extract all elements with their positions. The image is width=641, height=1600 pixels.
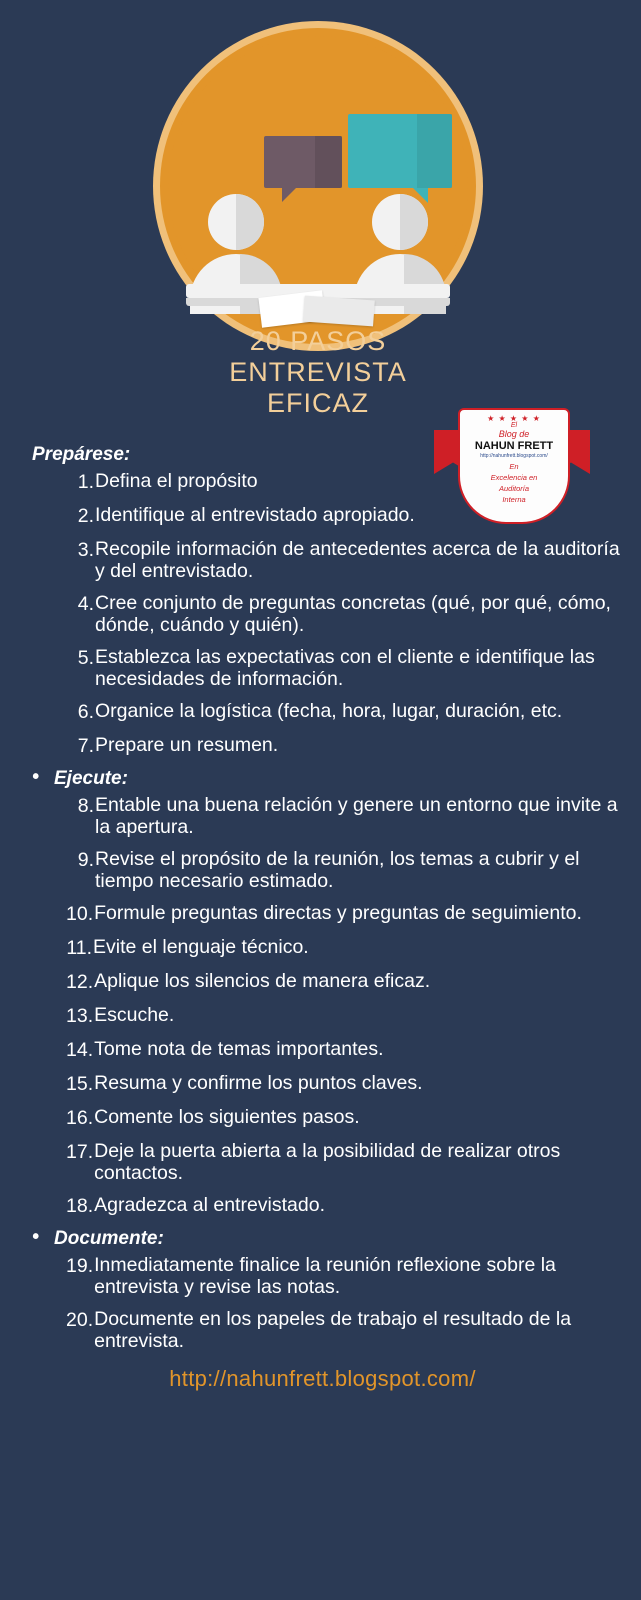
step-text: Resuma y confirme los puntos claves. xyxy=(94,1072,423,1094)
step-number: 7. xyxy=(77,735,94,757)
step-item xyxy=(22,700,623,724)
seal-author-name: NAHUN FRETT xyxy=(474,440,554,452)
step-text: Inmediatamente finalice la reunión reflexione sobre la entrevista y revise las notas. xyxy=(94,1254,556,1298)
step-item xyxy=(22,504,623,528)
step-number: 18. xyxy=(66,1195,94,1217)
seal-url: http://nahunfrett.blogspot.com/ xyxy=(480,453,548,459)
step-item xyxy=(22,1140,623,1184)
seal-stars-icon: ★ ★ ★ ★ ★ xyxy=(487,414,541,423)
step-text: Deje la puerta abierta a la posibilidad de realizar otros contactos. xyxy=(94,1140,561,1184)
badge-inner xyxy=(168,36,468,418)
step-number: 11. xyxy=(66,937,92,959)
step-text: Entable una buena relación y genere un entorno que invite a la apertura. xyxy=(95,794,618,838)
step-item xyxy=(22,592,623,636)
seal-blog-text: Blog de xyxy=(498,429,530,439)
step-text: Agradezca al entrevistado. xyxy=(94,1194,325,1216)
section-heading-ejecute: • Ejecute: xyxy=(54,768,623,790)
step-text: Evite el lenguaje técnico. xyxy=(93,936,309,958)
speech-bubble-icon-left xyxy=(264,136,342,188)
step-item xyxy=(22,794,623,838)
badge-title-line-2: ENTREVISTA xyxy=(229,357,407,387)
step-number: 15. xyxy=(66,1073,94,1095)
step-item xyxy=(22,902,623,926)
step-text: Escuche. xyxy=(94,1004,175,1026)
step-number: 9. xyxy=(77,849,94,871)
step-text: Defina el propósito xyxy=(95,470,258,492)
step-number: 1. xyxy=(77,471,94,493)
section-heading-preparese: Prepárese: xyxy=(32,444,131,465)
step-item xyxy=(22,936,623,960)
seal-el-text: El xyxy=(510,422,518,429)
speech-bubble-icon-right xyxy=(348,114,452,188)
step-item xyxy=(22,1038,623,1062)
step-item xyxy=(22,538,623,582)
step-item xyxy=(22,646,623,690)
badge-circle xyxy=(160,28,476,418)
step-item xyxy=(22,1004,623,1028)
step-number: 13. xyxy=(66,1005,94,1027)
step-item xyxy=(22,470,623,494)
step-text: Formule preguntas directas y preguntas de seguimiento. xyxy=(94,902,582,924)
step-text: Comente los siguientes pasos. xyxy=(94,1106,360,1128)
step-number: 5. xyxy=(77,647,94,669)
step-text: Organice la logística (fecha, hora, lugar, duración, etc. xyxy=(95,700,563,722)
step-text: Aplique los silencios de manera eficaz. xyxy=(94,970,431,992)
section-heading-documente: • Documente: xyxy=(54,1228,623,1250)
step-number: 8. xyxy=(77,795,94,817)
badge-title xyxy=(168,326,468,419)
seal-sub-line-3: Auditoría xyxy=(498,484,530,493)
step-number: 2. xyxy=(77,505,94,527)
step-item xyxy=(22,1072,623,1096)
step-number: 20. xyxy=(66,1309,94,1331)
paper-icon-2 xyxy=(303,296,375,327)
seal-sub-line-4: Interna xyxy=(502,495,526,504)
step-number: 4. xyxy=(77,593,94,615)
step-item xyxy=(22,1308,623,1352)
step-item xyxy=(22,734,623,758)
seal-sub-line-1: En xyxy=(509,462,519,471)
step-text: Cree conjunto de preguntas concretas (qué, por qué, cómo, dónde, cuándo y quién). xyxy=(95,592,611,636)
step-number: 19. xyxy=(66,1255,94,1277)
step-number: 3. xyxy=(77,539,94,561)
bubble-shade xyxy=(417,114,452,188)
step-number: 12. xyxy=(66,971,94,993)
step-number: 10. xyxy=(66,903,94,925)
head-shade xyxy=(236,194,264,250)
step-number: 17. xyxy=(66,1141,94,1163)
step-number: 6. xyxy=(77,701,94,723)
step-text: Prepare un resumen. xyxy=(95,734,279,756)
step-text: Tome nota de temas importantes. xyxy=(94,1038,384,1060)
person-head-icon-right xyxy=(372,194,428,250)
steps-content xyxy=(0,444,641,1392)
step-text: Documente en los papeles de trabajo el resultado de la entrevista. xyxy=(94,1308,572,1352)
step-item xyxy=(22,1254,623,1298)
step-number: 16. xyxy=(66,1107,94,1129)
footer-blog-url[interactable]: http://nahunfrett.blogspot.com/ xyxy=(169,1366,476,1391)
bubble-shade xyxy=(315,136,342,188)
seal-sub-line-2: Excelencia en xyxy=(490,473,538,482)
step-item xyxy=(22,848,623,892)
badge-title-line-1: 20 PASOS xyxy=(249,326,387,356)
step-text: Recopile información de antecedentes acerca de la auditoría y del entrevistado. xyxy=(95,538,620,582)
step-item xyxy=(22,1194,623,1218)
badge-title-line-3: EFICAZ xyxy=(266,388,369,418)
person-head-icon-left xyxy=(208,194,264,250)
step-text: Revise el propósito de la reunión, los temas a cubrir y el tiempo necesario estimado. xyxy=(95,848,580,892)
step-item xyxy=(22,970,623,994)
step-item xyxy=(22,1106,623,1130)
step-text: Establezca las expectativas con el cliente e identifique las necesidades de información. xyxy=(95,646,595,690)
step-number: 14. xyxy=(66,1039,94,1061)
step-text: Identifique al entrevistado apropiado. xyxy=(95,504,415,526)
